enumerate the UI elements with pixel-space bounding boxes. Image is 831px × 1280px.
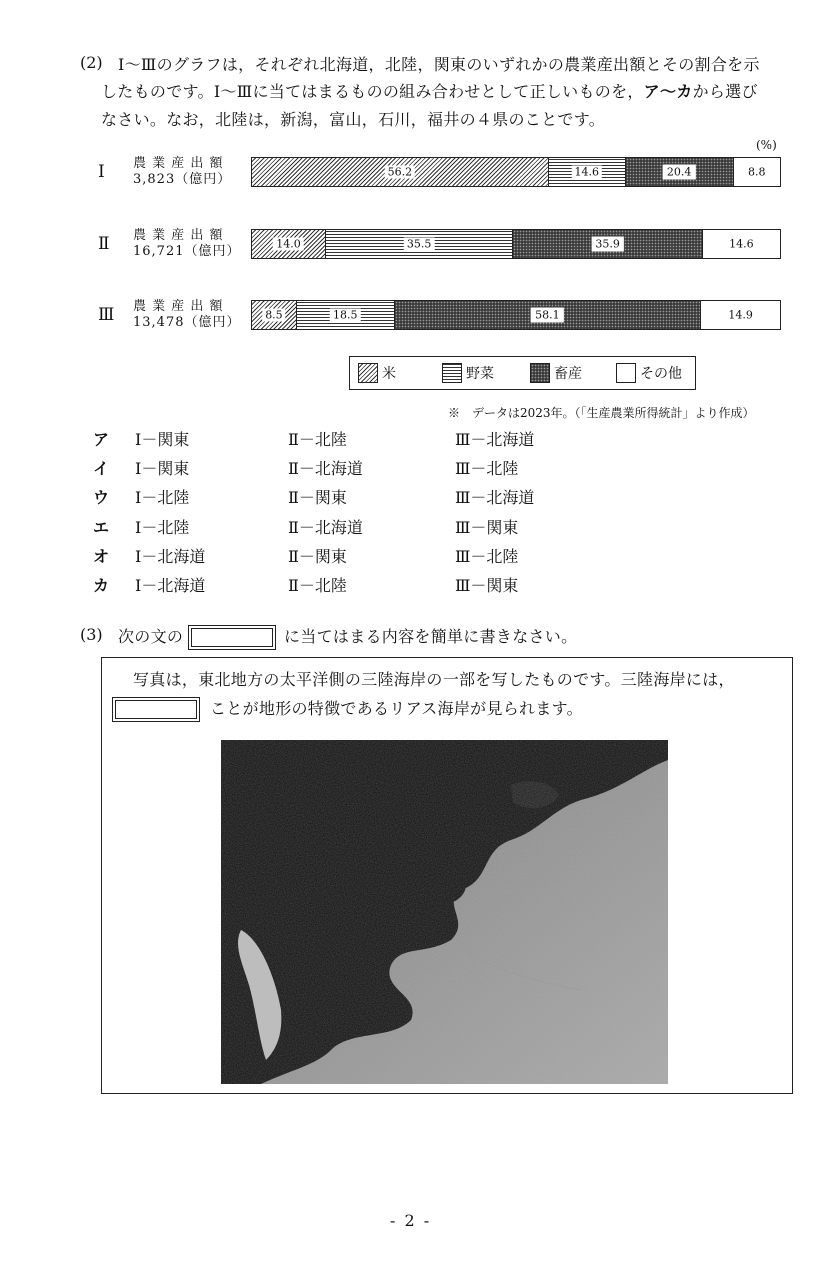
legend-label-other: その他 xyxy=(640,366,682,382)
question-2-number: (2) xyxy=(80,53,103,72)
source-note: ※ データは2023年。（「生産農業所得統計」より作成） xyxy=(448,406,755,420)
choice-pair-i: Ⅰ－北陸 xyxy=(135,488,190,508)
bar-segment-rice xyxy=(252,230,326,258)
sanriku-coast-photo xyxy=(221,740,668,1084)
legend-item-livestock xyxy=(530,363,582,383)
output-label-2 xyxy=(133,228,241,260)
question-2-line-1: Ⅰ～Ⅲのグラフは，それぞれ北海道，北陸，関東のいずれかの農業産出額とその割合を示 xyxy=(118,55,760,74)
row-label-3: Ⅲ xyxy=(98,305,115,325)
bar-row-2 xyxy=(251,229,781,259)
choice-pair-i: Ⅰ－北陸 xyxy=(135,517,190,537)
legend-swatch-livestock xyxy=(530,363,550,383)
answer-blank-box xyxy=(188,625,276,650)
passage-line-1: 写真は，東北地方の太平洋側の三陸海岸の一部を写したものです。三陸海岸には， xyxy=(133,670,735,689)
choice-pair-iii: Ⅲ－北陸 xyxy=(455,546,519,566)
choice-pair-iii: Ⅲ－関東 xyxy=(455,576,519,595)
bar-segment-other xyxy=(703,230,780,258)
row-label-1: Ⅰ xyxy=(98,162,105,182)
legend-item-vegetables xyxy=(442,363,494,383)
output-value: 16,721（億円） xyxy=(133,244,241,259)
choice-pair-iii: Ⅲ－関東 xyxy=(455,517,519,537)
legend-label-vegetables: 野菜 xyxy=(466,366,494,382)
data-label: 35.9 xyxy=(591,237,624,252)
passage-line-2: ことが地形の特徴であるリアス海岸が見られます。 xyxy=(210,699,583,718)
output-label-1 xyxy=(133,156,231,188)
bar-segment-other xyxy=(701,301,780,329)
choice-pair-i: Ⅰ－北海道 xyxy=(135,576,206,595)
output-caption: 農 業 産 出 額 xyxy=(133,228,224,243)
choice-pair-ii: Ⅱ－関東 xyxy=(288,488,347,508)
chart-unit: (%) xyxy=(756,138,777,152)
legend-label-livestock: 畜産 xyxy=(554,366,582,382)
data-label: 35.5 xyxy=(404,238,435,251)
question-3-number: (3) xyxy=(80,625,103,644)
bar-segment-vegetables xyxy=(549,158,626,186)
choice-pair-ii: Ⅱ－北海道 xyxy=(288,459,363,479)
legend-item-rice xyxy=(358,363,396,383)
question-2-line-2 xyxy=(101,78,758,105)
passage-blank-box xyxy=(112,697,200,722)
coastline-image xyxy=(221,740,668,1084)
choice-letter: ウ xyxy=(93,488,110,508)
bar-segment-vegetables xyxy=(297,301,395,329)
data-label: 14.6 xyxy=(572,166,603,179)
choice-pair-i: Ⅰ－北海道 xyxy=(135,546,206,566)
output-caption: 農 業 産 出 額 xyxy=(133,156,224,171)
choice-letter: カ xyxy=(93,576,110,595)
output-caption: 農 業 産 出 額 xyxy=(133,299,224,314)
question-3-prompt-end: に当てはまる内容を簡単に書きなさい。 xyxy=(284,627,578,646)
question-2-line-2-text: したものです。Ⅰ～Ⅲに当てはまるものの組み合わせとして正しいものを， xyxy=(101,82,644,101)
output-value: 13,478（億円） xyxy=(133,315,241,330)
data-label: 14.9 xyxy=(725,309,756,322)
bar-row-3 xyxy=(251,300,781,330)
choice-pair-iii: Ⅲ－北陸 xyxy=(455,459,519,479)
data-label: 20.4 xyxy=(663,165,696,180)
question-3-prompt-start: 次の文の xyxy=(118,627,184,646)
data-label: 14.6 xyxy=(726,238,757,251)
choice-pair-ii: Ⅱ－北海道 xyxy=(288,517,363,537)
output-label-3 xyxy=(133,299,241,331)
data-label: 58.1 xyxy=(531,308,564,323)
choice-pair-iii: Ⅲ－北海道 xyxy=(455,488,535,508)
row-label-2: Ⅱ xyxy=(98,234,110,254)
question-2-line-3: なさい。なお，北陸は，新潟，富山，石川，福井の４県のことです。 xyxy=(101,110,606,129)
data-label: 18.5 xyxy=(330,309,361,322)
data-label: 56.2 xyxy=(385,166,416,179)
page-number: - 2 - xyxy=(390,1211,432,1230)
chart-legend xyxy=(349,356,696,390)
bar-segment-livestock xyxy=(626,158,734,186)
choice-letter: ア xyxy=(93,430,110,449)
data-label: 14.0 xyxy=(273,238,304,251)
choice-letter: オ xyxy=(93,546,110,566)
legend-label-rice: 米 xyxy=(382,366,396,382)
bar-segment-rice xyxy=(252,301,297,329)
data-label: 8.8 xyxy=(745,166,769,179)
legend-swatch-rice xyxy=(358,363,378,383)
choice-pair-i: Ⅰ－関東 xyxy=(135,430,190,449)
choice-pair-ii: Ⅱ－関東 xyxy=(288,546,347,566)
bar-segment-rice xyxy=(252,158,549,186)
choice-range: ア～カ xyxy=(643,82,693,101)
output-value: 3,823（億円） xyxy=(133,172,232,187)
choice-pair-iii: Ⅲ－北海道 xyxy=(455,430,535,449)
choice-pair-ii: Ⅱ－北陸 xyxy=(288,576,347,595)
choice-pair-ii: Ⅱ－北陸 xyxy=(288,430,347,449)
question-2-line-2-end: から選び xyxy=(692,82,758,101)
choice-pair-i: Ⅰ－関東 xyxy=(135,459,190,479)
bar-segment-livestock xyxy=(395,301,702,329)
bar-segment-vegetables xyxy=(326,230,513,258)
legend-item-other xyxy=(616,363,682,383)
bar-segment-other xyxy=(734,158,780,186)
bar-row-1 xyxy=(251,157,781,187)
choice-letter: イ xyxy=(93,459,110,479)
data-label: 8.5 xyxy=(262,309,286,322)
legend-swatch-other xyxy=(616,363,636,383)
legend-swatch-vegetables xyxy=(442,363,462,383)
bar-segment-livestock xyxy=(513,230,703,258)
choice-letter: エ xyxy=(93,517,110,537)
